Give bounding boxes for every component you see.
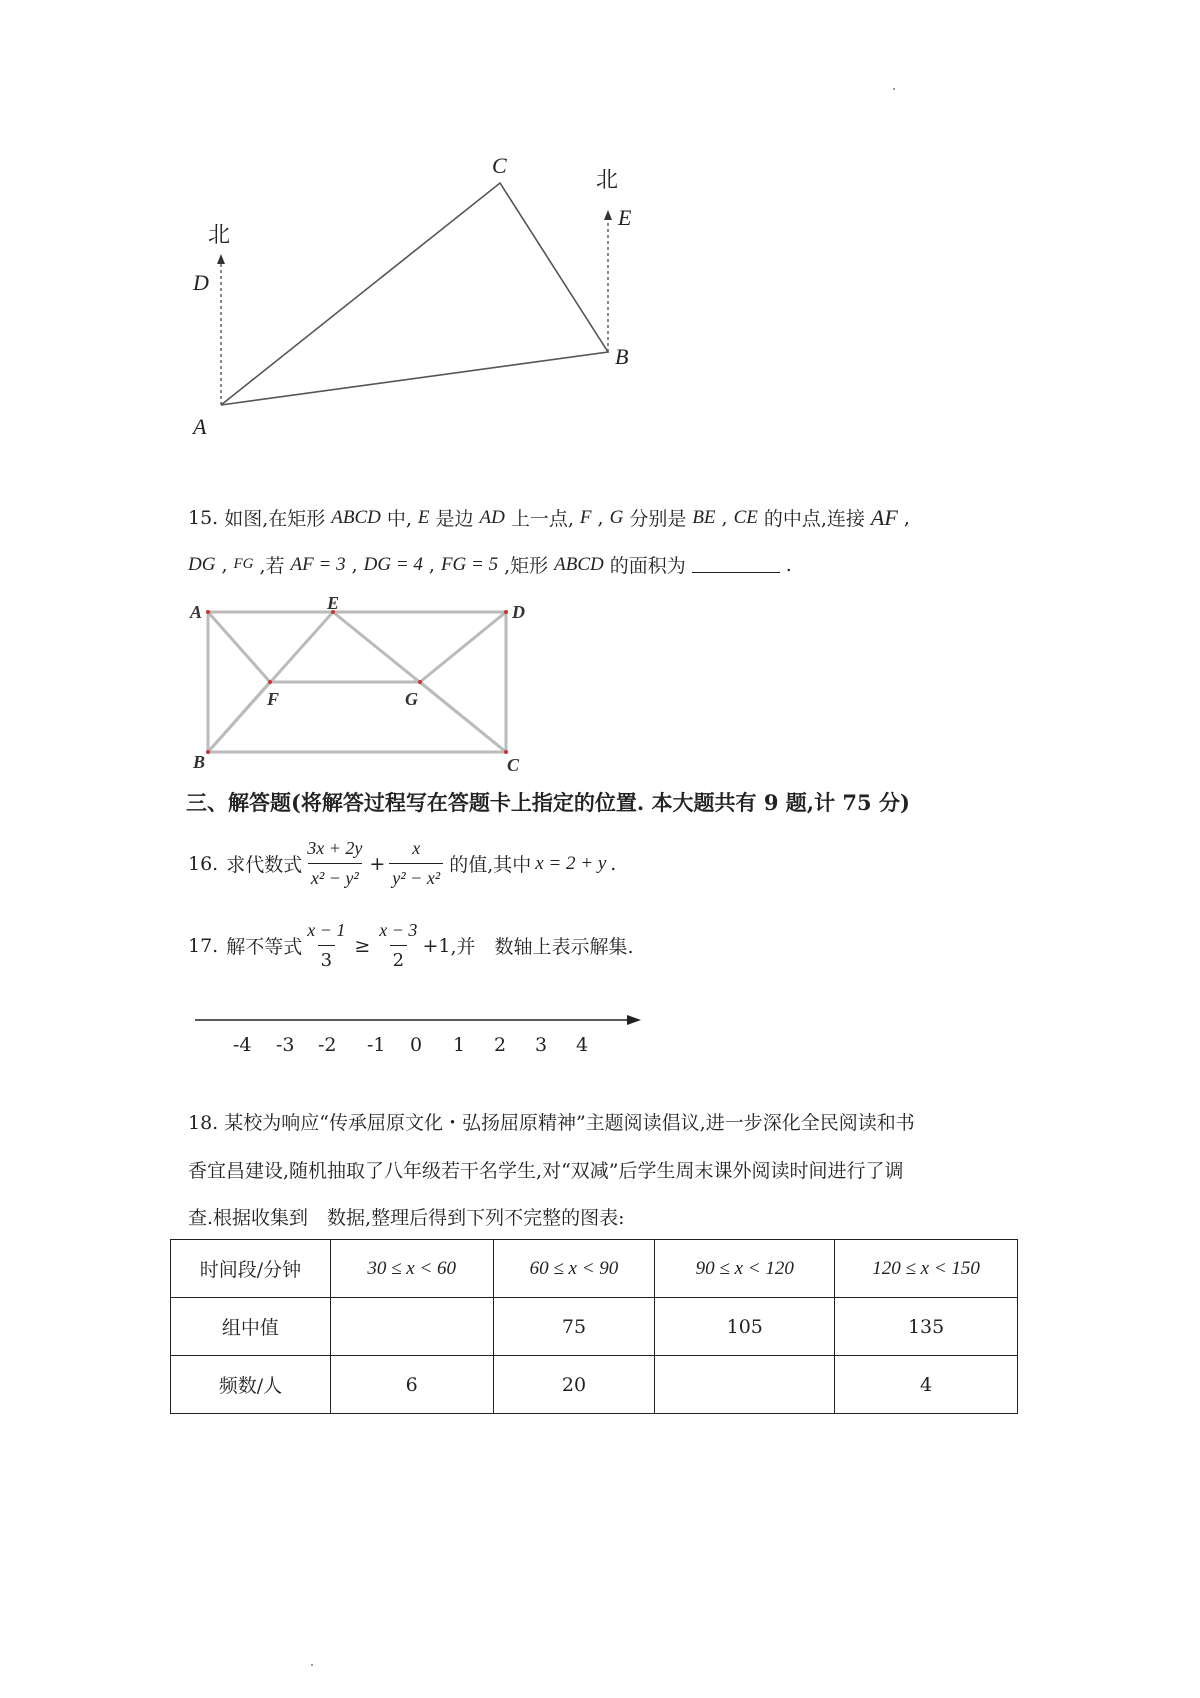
q15-var: G	[609, 506, 624, 528]
table-cell: 75	[493, 1298, 655, 1356]
q16-text: .	[610, 852, 617, 875]
fraction	[376, 920, 420, 971]
q15-var: CE	[733, 506, 758, 528]
fraction-numerator: x	[412, 838, 421, 858]
q17-text: ,并 数轴上表示解集.	[450, 936, 634, 958]
table-cell	[330, 1298, 493, 1356]
triangle-abc	[221, 183, 608, 405]
table-cell: 135	[835, 1298, 1018, 1356]
vertex-dot	[418, 680, 422, 684]
rect-label-g: G	[405, 689, 418, 709]
vertex-dot	[268, 680, 272, 684]
q15-text: 是边	[435, 508, 474, 530]
q16-text: 的值,其中	[449, 854, 532, 876]
point-label-a: A	[193, 414, 207, 439]
q15-eq: FG = 5	[440, 553, 499, 575]
fraction-numerator: 3x + 2y	[307, 838, 363, 858]
q18-line3: 查.根据收集到 数据,整理后得到下列不完整的图表:	[188, 1207, 625, 1229]
question-number: 15.	[188, 506, 219, 529]
point-label-e: E	[618, 205, 632, 230]
number-line-tick-label: -2	[318, 1034, 337, 1056]
q16-condition: x = 2 + y	[535, 852, 607, 874]
q15-text: ,	[351, 553, 358, 576]
number-line-tick-label: 0	[410, 1034, 423, 1056]
q15-text: 的面积为	[609, 555, 686, 577]
fraction-denominator: 3	[318, 945, 335, 971]
point-label-b: B	[615, 344, 629, 369]
q15-text: ,	[597, 506, 604, 529]
q15-var: ABCD	[331, 506, 381, 528]
number-line	[195, 1010, 645, 1030]
north-arrow-a	[217, 254, 225, 264]
q15-text: ,矩形	[504, 555, 549, 577]
q15-var: AF	[870, 504, 898, 530]
q16-line	[188, 838, 616, 889]
section-heading: 三、解答题(将解答过程写在答题卡上指定的位置. 本大题共有 9 题,计 75 分)	[186, 790, 910, 815]
fraction	[389, 838, 443, 889]
q15-text: ,	[903, 506, 910, 529]
q15-text: 上一点,	[510, 508, 574, 530]
segment-dg	[420, 612, 506, 682]
table-cell: 6	[330, 1356, 493, 1414]
fraction-numerator: x − 3	[379, 920, 418, 940]
fraction	[304, 920, 348, 971]
fraction-denominator: x² − y²	[308, 863, 362, 889]
scan-dot	[893, 88, 895, 90]
segment-gc	[420, 682, 506, 752]
table-cell: 30 ≤ x < 60	[330, 1240, 493, 1298]
number-line-tick-label: 2	[494, 1034, 507, 1056]
table-cell: 105	[655, 1298, 835, 1356]
table-cell: 组中值	[171, 1298, 331, 1356]
north-label-right: 北	[596, 168, 619, 193]
north-arrow-b	[604, 210, 612, 220]
q15-text: ,	[428, 553, 435, 576]
point-label-c: C	[492, 153, 507, 178]
table-cell	[655, 1356, 835, 1414]
vertex-dot	[504, 610, 508, 614]
number-line-tick-label: -4	[233, 1034, 252, 1056]
segment-fc	[208, 682, 270, 752]
q15-var: F	[579, 506, 592, 528]
rect-label-b: B	[193, 752, 206, 772]
q15-eq: AF = 3	[290, 553, 346, 575]
q18-line1: 18. 某校为响应“传承屈原文化・弘扬屈原精神”主题阅读倡议,进一步深化全民阅读和书	[188, 1112, 915, 1134]
table-cell: 120 ≤ x < 150	[835, 1240, 1018, 1298]
number-line-tick-label: -1	[367, 1034, 386, 1056]
fraction-denominator: 2	[390, 945, 407, 971]
q15-text: ,	[221, 553, 228, 576]
q15-var: ABCD	[554, 553, 604, 575]
number-line-tick-label: 1	[453, 1034, 466, 1056]
q15-var: E	[417, 506, 430, 528]
q17-line	[188, 920, 634, 971]
q15-var: FG	[233, 556, 254, 572]
rect-label-d: D	[512, 602, 525, 622]
q15-text: 分别是	[629, 508, 687, 530]
point-label-d: D	[193, 270, 209, 295]
scan-dot	[311, 1664, 313, 1666]
question-number: 17.	[188, 934, 219, 957]
q15-eq: DG = 4	[363, 553, 423, 575]
plus-sign: +	[369, 852, 386, 875]
question-number: 16.	[188, 852, 219, 875]
q15-text: ,	[721, 506, 728, 529]
q15-text: .	[785, 553, 792, 576]
table-cell: 4	[835, 1356, 1018, 1414]
q15-text: 如图,在矩形	[224, 508, 326, 530]
q15-text: 中,	[386, 508, 412, 530]
table-cell: 20	[493, 1356, 655, 1414]
q15-text: ,若	[259, 555, 285, 577]
number-line-tick-label: 3	[535, 1034, 548, 1056]
q15-var: AD	[479, 506, 505, 528]
rect-label-e: E	[327, 593, 340, 613]
number-line-tick-label: -3	[276, 1034, 295, 1056]
vertex-dot	[206, 610, 210, 614]
q15-line2	[188, 551, 792, 578]
north-label-left: 北	[208, 223, 231, 248]
rect-label-c: C	[507, 755, 520, 775]
number-line-arrow	[627, 1015, 641, 1025]
table-cell: 时间段/分钟	[171, 1240, 331, 1298]
table-cell: 60 ≤ x < 90	[493, 1240, 655, 1298]
table-row	[171, 1298, 1018, 1356]
answer-blank	[692, 556, 780, 573]
rect-label-a: A	[190, 602, 203, 622]
fraction-numerator: x − 1	[307, 920, 346, 940]
segment-af	[208, 612, 270, 682]
ge-sign: ≥	[354, 934, 371, 957]
q15-text: 的中点,连接	[763, 508, 865, 530]
q17-text: 解不等式	[226, 936, 303, 958]
rect-label-f: F	[267, 689, 280, 709]
q17-text: +1	[422, 934, 451, 957]
vertex-dot	[504, 750, 508, 754]
frequency-table	[170, 1239, 1018, 1414]
q14-figure	[180, 150, 660, 450]
table-row	[171, 1356, 1018, 1414]
table-row	[171, 1240, 1018, 1298]
table-cell: 频数/人	[171, 1356, 331, 1414]
fraction-denominator: y² − x²	[389, 863, 443, 889]
q16-text: 求代数式	[226, 854, 303, 876]
vertex-dot	[206, 750, 210, 754]
q15-var: BE	[692, 506, 716, 528]
table-cell: 90 ≤ x < 120	[655, 1240, 835, 1298]
fraction	[304, 838, 365, 889]
q15-var: DG	[188, 553, 216, 575]
q15-line1	[188, 504, 910, 531]
q15-figure	[190, 590, 530, 770]
number-line-tick-label: 4	[576, 1034, 589, 1056]
q18-line2: 香宜昌建设,随机抽取了八年级若干名学生,对“双减”后学生周末课外阅读时间进行了调	[188, 1160, 904, 1182]
